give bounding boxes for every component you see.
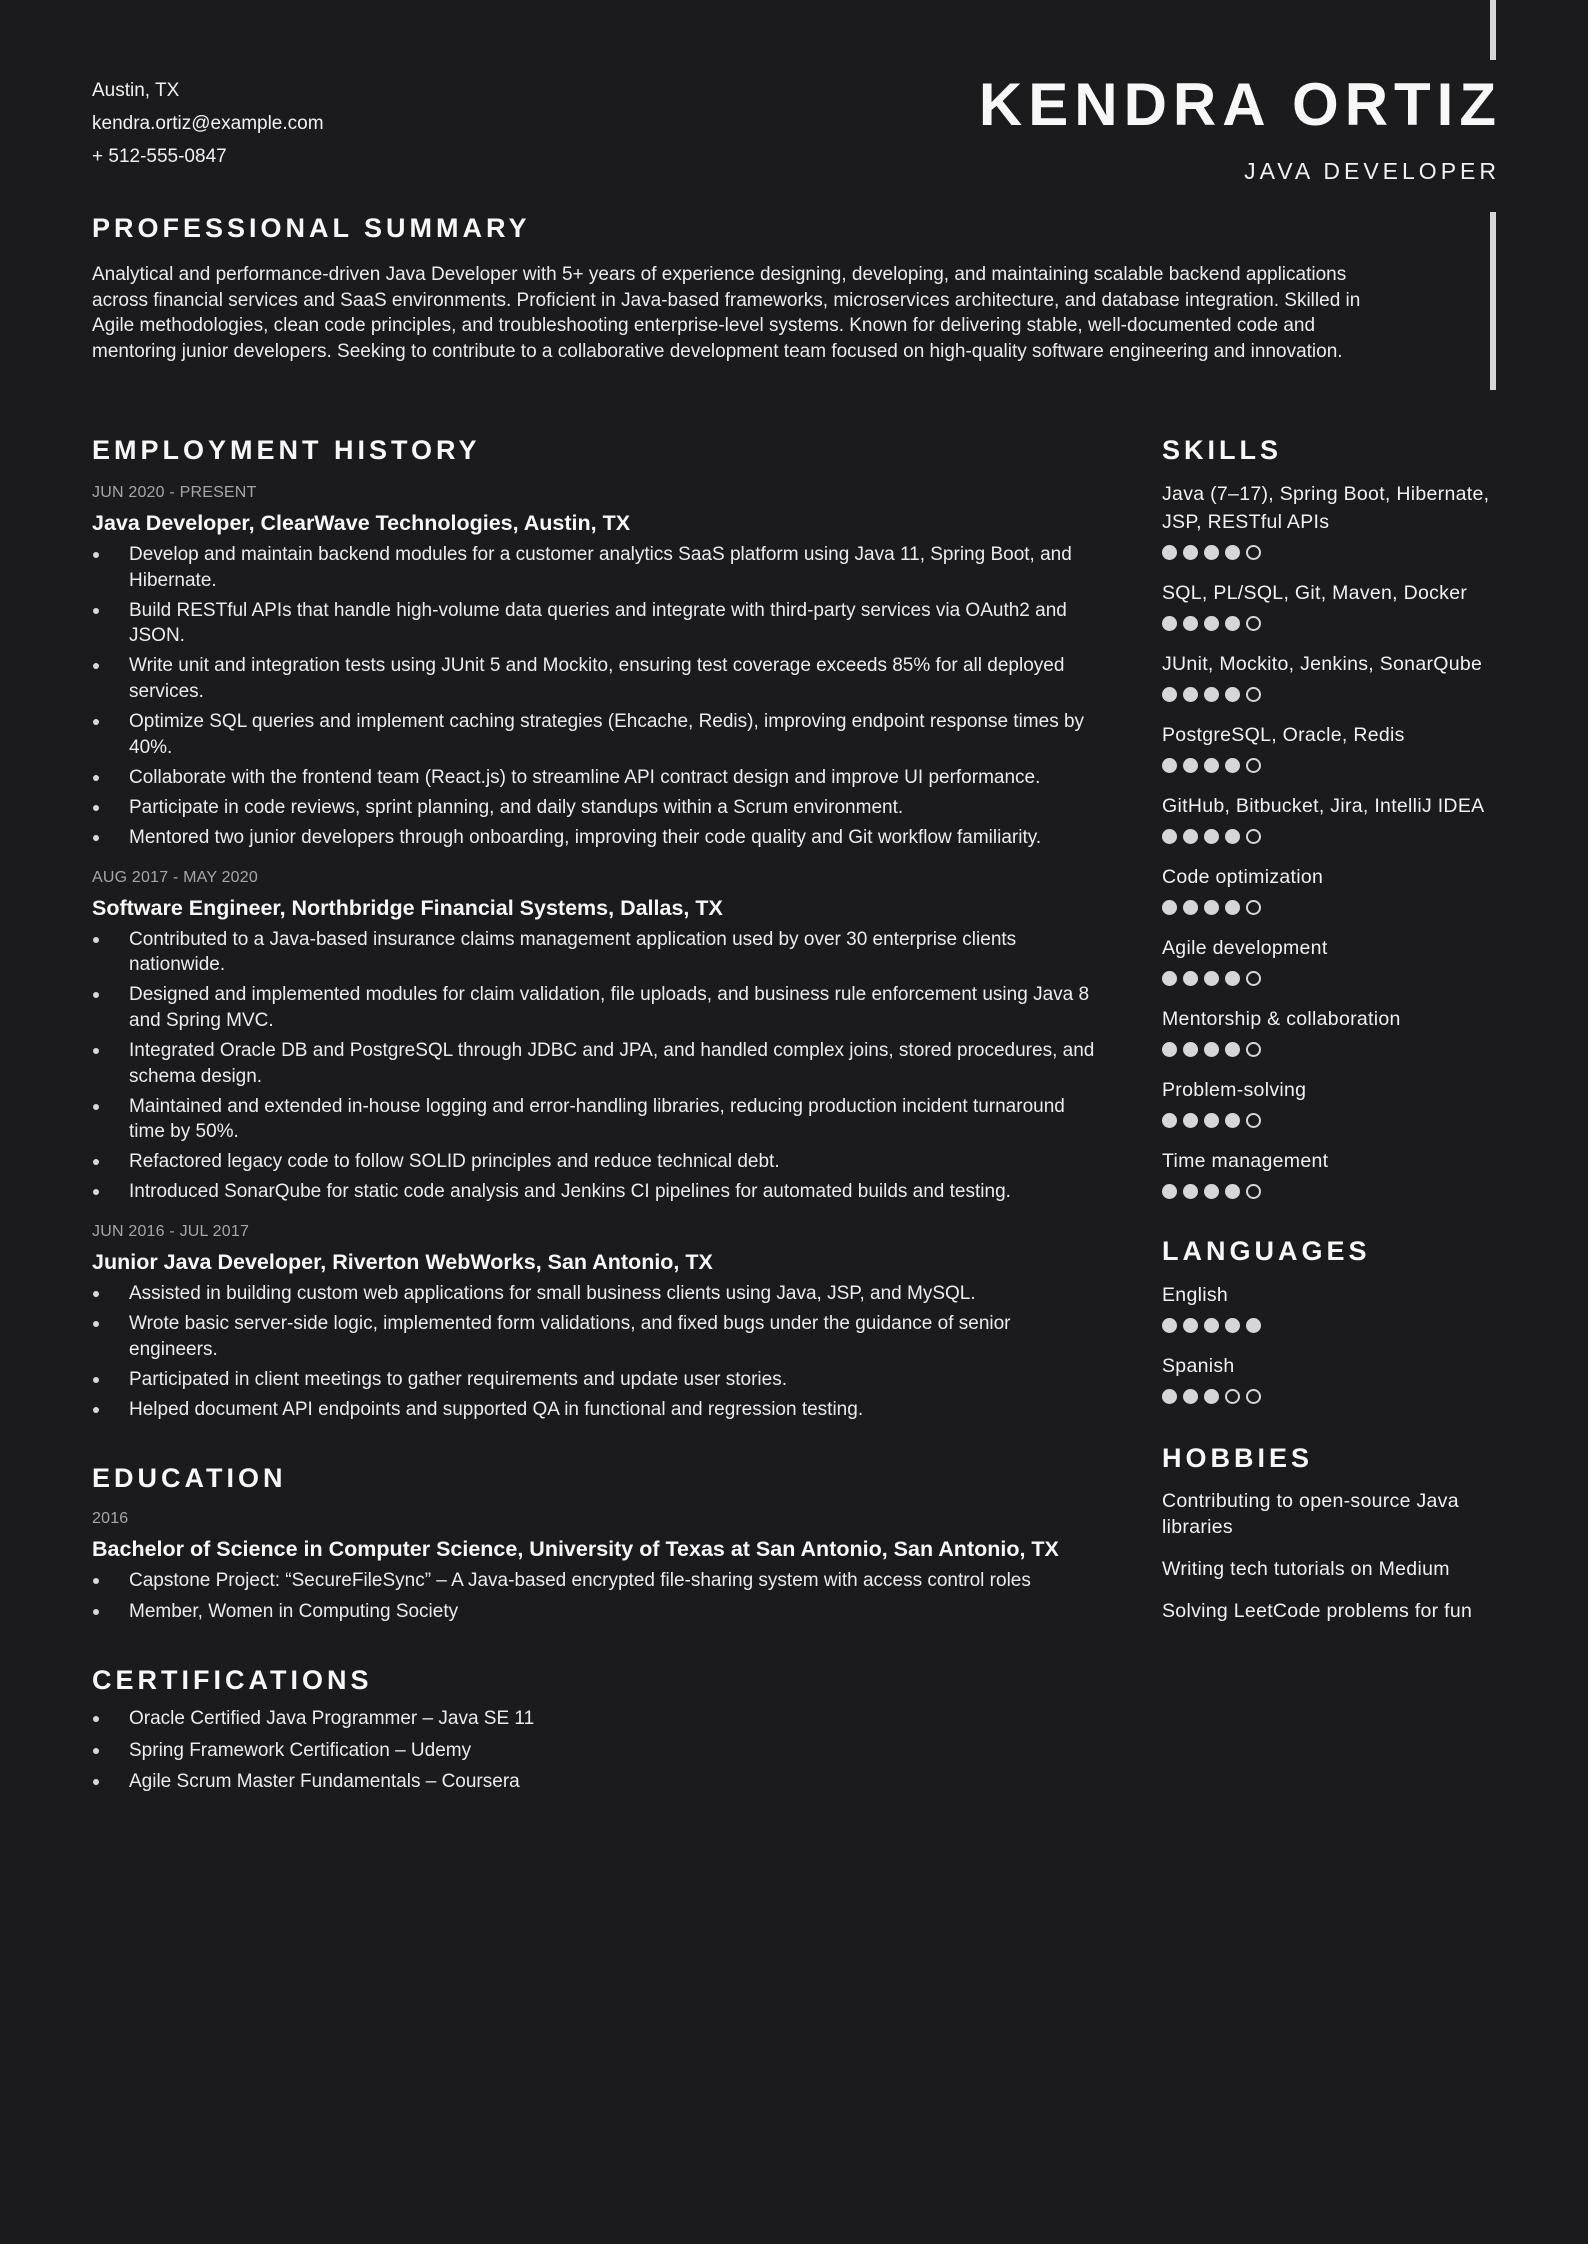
filled-dot-icon [1225, 829, 1240, 844]
rating-dots [1162, 1112, 1502, 1128]
filled-dot-icon [1183, 1184, 1198, 1199]
skills-section [1162, 434, 1502, 1199]
filled-dot-icon [1225, 1184, 1240, 1199]
empty-dot-icon [1246, 545, 1261, 560]
bullet-icon [93, 1321, 99, 1327]
rating-dots [1162, 970, 1502, 986]
hobbies-list [1162, 1488, 1502, 1624]
job-bullet-text: Develop and maintain backend modules for a customer analytics SaaS platform using Java 11, Spring Boot, and Hibernate. [129, 544, 1072, 591]
bullet-icon [93, 805, 99, 811]
skill-item [1162, 579, 1502, 631]
rating-dots [1162, 615, 1502, 631]
filled-dot-icon [1225, 545, 1240, 560]
languages-section [1162, 1235, 1502, 1404]
bullet-icon [93, 1189, 99, 1195]
job-bullet-text: Optimize SQL queries and implement caching strategies (Ehcache, Redis), improving endpoint response times by 40%. [129, 711, 1085, 758]
section-heading-certifications: CERTIFICATIONS [92, 1665, 373, 1696]
skill-item [1162, 480, 1502, 560]
job-bullet-text: Maintained and extended in-house logging and error-handling libraries, reducing production incident turnaround time by 50%. [129, 1095, 1065, 1143]
job-bullet [92, 1094, 1102, 1145]
education-bullet-text: Member, Women in Computing Society [129, 1600, 459, 1622]
filled-dot-icon [1204, 971, 1219, 986]
filled-dot-icon [1183, 616, 1198, 631]
job-role: Java Developer, ClearWave Technologies, Austin, TX [92, 511, 631, 535]
job-bullet-text: Introduced SonarQube for static code analysis and Jenkins CI pipelines for automated builds and testing. [129, 1181, 1011, 1203]
job-bullet-text: Assisted in building custom web applications for small business clients using Java, JSP, and MySQL. [129, 1282, 976, 1304]
education-degree: Bachelor of Science in Computer Science, University of Texas at San Antonio, San Antonio, TX [92, 1537, 1059, 1562]
job-list [92, 482, 1102, 1422]
job-role: Software Engineer, Northbridge Financial Systems, Dallas, TX [92, 895, 723, 920]
contact-email[interactable]: kendra.ortiz@example.com [92, 113, 324, 134]
accent-bar-top [1490, 0, 1496, 60]
bullet-icon [93, 663, 99, 669]
education-date: 2016 [92, 1510, 129, 1528]
job-bullet [92, 1281, 1102, 1307]
name-block [978, 70, 1502, 185]
filled-dot-icon [1162, 971, 1177, 986]
certification-item-text: Agile Scrum Master Fundamentals – Coursera [129, 1771, 520, 1793]
skill-item [1162, 1076, 1502, 1128]
skill-item [1162, 934, 1502, 986]
filled-dot-icon [1225, 687, 1240, 702]
contact-location: Austin, TX [92, 80, 180, 101]
job-bullet [92, 1367, 1102, 1393]
job-bullet [92, 982, 1102, 1033]
skill-item [1162, 1005, 1502, 1057]
certification-item-text: Spring Framework Certification – Udemy [129, 1739, 472, 1761]
filled-dot-icon [1204, 758, 1219, 773]
job-dates: AUG 2017 - MAY 2020 [92, 868, 258, 886]
filled-dot-icon [1225, 616, 1240, 631]
contact-phone[interactable]: + 512-555-0847 [92, 146, 227, 167]
filled-dot-icon [1162, 545, 1177, 560]
filled-dot-icon [1204, 1042, 1219, 1057]
bullet-icon [93, 992, 99, 998]
filled-dot-icon [1183, 1042, 1198, 1057]
filled-dot-icon [1162, 758, 1177, 773]
rating-dots [1162, 544, 1502, 560]
filled-dot-icon [1225, 971, 1240, 986]
bullet-icon [93, 775, 99, 781]
job-bullet [92, 598, 1102, 649]
job-bullet-text: Participate in code reviews, sprint planning, and daily standups within a Scrum environment. [129, 796, 904, 818]
job-bullets [92, 1281, 1102, 1422]
job-bullet [92, 542, 1102, 593]
empty-dot-icon [1246, 1389, 1261, 1404]
language-item [1162, 1352, 1502, 1404]
job-bullet-text: Helped document API endpoints and supported QA in functional and regression testing. [129, 1398, 864, 1420]
hobby-item: Writing tech tutorials on Medium [1162, 1558, 1450, 1580]
skill-name: Code optimization [1162, 866, 1324, 888]
bullet-icon [93, 1291, 99, 1297]
filled-dot-icon [1204, 1318, 1219, 1333]
empty-dot-icon [1246, 687, 1261, 702]
employment-section [92, 434, 1102, 1422]
hobby-item: Contributing to open-source Java libraries [1162, 1490, 1459, 1538]
job-bullets [92, 927, 1102, 1205]
filled-dot-icon [1225, 1113, 1240, 1128]
bullet-icon [93, 835, 99, 841]
professional-summary-section [92, 212, 1382, 364]
hobbies-section [1162, 1442, 1502, 1624]
education-bullet-text: Capstone Project: “SecureFileSync” – A Java-based encrypted file-sharing system with access control roles [129, 1570, 1031, 1592]
skill-item [1162, 863, 1502, 915]
skill-item [1162, 792, 1502, 844]
job-bullet [92, 825, 1102, 851]
certification-item [92, 1769, 1102, 1795]
education-bullet [92, 1599, 1102, 1625]
job-bullets [92, 542, 1102, 851]
section-heading-languages: LANGUAGES [1162, 1236, 1371, 1266]
filled-dot-icon [1204, 1113, 1219, 1128]
skill-item [1162, 721, 1502, 773]
empty-dot-icon [1246, 1184, 1261, 1199]
sidebar-column [1162, 434, 1502, 1640]
filled-dot-icon [1183, 1389, 1198, 1404]
candidate-name: KENDRA ORTIZ [978, 71, 1502, 138]
candidate-title: JAVA DEVELOPER [1244, 158, 1500, 184]
bullet-icon [93, 1377, 99, 1383]
accent-bar-summary [1490, 212, 1496, 390]
filled-dot-icon [1162, 1389, 1177, 1404]
filled-dot-icon [1204, 1184, 1219, 1199]
filled-dot-icon [1183, 687, 1198, 702]
section-heading-summary: PROFESSIONAL SUMMARY [92, 213, 531, 243]
empty-dot-icon [1246, 758, 1261, 773]
skill-item [1162, 650, 1502, 702]
filled-dot-icon [1162, 1318, 1177, 1333]
filled-dot-icon [1183, 1318, 1198, 1333]
filled-dot-icon [1204, 687, 1219, 702]
skill-name: JUnit, Mockito, Jenkins, SonarQube [1162, 653, 1483, 675]
job-entry [92, 482, 1102, 851]
job-bullet [92, 765, 1102, 791]
skill-name: PostgreSQL, Oracle, Redis [1162, 724, 1405, 746]
filled-dot-icon [1225, 758, 1240, 773]
filled-dot-icon [1183, 545, 1198, 560]
job-bullet-text: Integrated Oracle DB and PostgreSQL through JDBC and JPA, and handled complex joins, stored procedures, and schema design. [129, 1039, 1095, 1087]
job-dates: JUN 2020 - PRESENT [92, 484, 257, 501]
bullet-icon [93, 1609, 99, 1615]
job-bullet-text: Wrote basic server-side logic, implemented form validations, and fixed bugs under the guidance of senior engineers. [129, 1313, 1011, 1360]
job-bullet [92, 1311, 1102, 1362]
hobby-item: Solving LeetCode problems for fun [1162, 1600, 1473, 1622]
empty-dot-icon [1246, 971, 1261, 986]
job-bullet-text: Refactored legacy code to follow SOLID principles and reduce technical debt. [129, 1151, 780, 1173]
job-bullet [92, 1179, 1102, 1205]
section-heading-education: EDUCATION [92, 1463, 287, 1494]
empty-dot-icon [1225, 1389, 1240, 1404]
rating-dots [1162, 1041, 1502, 1057]
bullet-icon [93, 1407, 99, 1413]
certifications-section [92, 1664, 1102, 1795]
filled-dot-icon [1162, 1113, 1177, 1128]
filled-dot-icon [1162, 900, 1177, 915]
filled-dot-icon [1162, 616, 1177, 631]
rating-dots [1162, 899, 1502, 915]
job-dates: JUN 2016 - JUL 2017 [92, 1222, 250, 1240]
job-bullet [92, 927, 1102, 978]
skill-name: Mentorship & collaboration [1162, 1008, 1401, 1030]
skills-list [1162, 480, 1502, 1199]
rating-dots [1162, 757, 1502, 773]
empty-dot-icon [1246, 829, 1261, 844]
filled-dot-icon [1183, 758, 1198, 773]
job-bullet-text: Participated in client meetings to gather requirements and update user stories. [129, 1368, 787, 1390]
empty-dot-icon [1246, 1042, 1261, 1057]
education-section [92, 1462, 1102, 1624]
job-bullet [92, 1038, 1102, 1089]
certification-item-text: Oracle Certified Java Programmer – Java SE 11 [129, 1708, 535, 1730]
filled-dot-icon [1246, 1318, 1261, 1333]
language-item [1162, 1281, 1502, 1333]
job-bullet-text: Write unit and integration tests using JUnit 5 and Mockito, ensuring test coverage exceeds 85% for all deployed services. [129, 655, 1065, 702]
rating-dots [1162, 1317, 1502, 1333]
job-bullet [92, 653, 1102, 704]
filled-dot-icon [1162, 1042, 1177, 1057]
bullet-icon [93, 608, 99, 614]
certification-list [92, 1706, 1102, 1795]
language-name: Spanish [1162, 1355, 1235, 1377]
skill-name: Time management [1162, 1150, 1329, 1172]
empty-dot-icon [1246, 616, 1261, 631]
filled-dot-icon [1162, 829, 1177, 844]
job-role: Junior Java Developer, Riverton WebWorks, San Antonio, TX [92, 1249, 713, 1274]
skill-name: Agile development [1162, 937, 1328, 959]
job-bullet [92, 1397, 1102, 1423]
bullet-icon [93, 1779, 99, 1785]
filled-dot-icon [1204, 616, 1219, 631]
skill-name: Java (7–17), Spring Boot, Hibernate, JSP, RESTful APIs [1162, 483, 1490, 533]
education-bullet [92, 1568, 1102, 1594]
bullet-icon [93, 937, 99, 943]
job-entry [92, 867, 1102, 1205]
filled-dot-icon [1183, 1113, 1198, 1128]
section-heading-employment: EMPLOYMENT HISTORY [92, 435, 481, 465]
rating-dots [1162, 1183, 1502, 1199]
skill-item [1162, 1147, 1502, 1199]
filled-dot-icon [1225, 900, 1240, 915]
bullet-icon [93, 1716, 99, 1722]
filled-dot-icon [1162, 687, 1177, 702]
language-name: English [1162, 1284, 1229, 1306]
filled-dot-icon [1183, 900, 1198, 915]
languages-list [1162, 1281, 1502, 1404]
job-bullet-text: Mentored two junior developers through onboarding, improving their code quality and Git workflow familiarity. [129, 826, 1042, 848]
job-bullet-text: Collaborate with the frontend team (React.js) to streamline API contract design and improve UI performance. [129, 766, 1041, 788]
job-bullet-text: Contributed to a Java-based insurance claims management application used by over 30 enterprise clients nationwide. [129, 928, 1017, 976]
empty-dot-icon [1246, 900, 1261, 915]
bullet-icon [93, 1159, 99, 1165]
filled-dot-icon [1162, 1184, 1177, 1199]
section-heading-skills: SKILLS [1162, 435, 1283, 465]
bullet-icon [93, 719, 99, 725]
job-bullet [92, 709, 1102, 760]
filled-dot-icon [1225, 1042, 1240, 1057]
certification-item [92, 1738, 1102, 1764]
rating-dots [1162, 828, 1502, 844]
rating-dots [1162, 686, 1502, 702]
filled-dot-icon [1225, 1318, 1240, 1333]
filled-dot-icon [1204, 545, 1219, 560]
certification-item [92, 1706, 1102, 1732]
bullet-icon [93, 1104, 99, 1110]
filled-dot-icon [1204, 900, 1219, 915]
job-bullet [92, 1149, 1102, 1175]
skill-name: SQL, PL/SQL, Git, Maven, Docker [1162, 582, 1468, 604]
rating-dots [1162, 1388, 1502, 1404]
empty-dot-icon [1246, 1113, 1261, 1128]
filled-dot-icon [1183, 971, 1198, 986]
skill-name: GitHub, Bitbucket, Jira, IntelliJ IDEA [1162, 795, 1485, 817]
job-bullet-text: Build RESTful APIs that handle high-volume data queries and integrate with third-party services via OAuth2 and JSON. [129, 599, 1067, 647]
bullet-icon [93, 1048, 99, 1054]
bullet-icon [93, 1748, 99, 1754]
skill-name: Problem-solving [1162, 1079, 1307, 1101]
section-heading-hobbies: HOBBIES [1162, 1443, 1314, 1473]
filled-dot-icon [1204, 1389, 1219, 1404]
job-bullet [92, 795, 1102, 821]
job-bullet-text: Designed and implemented modules for claim validation, file uploads, and business rule enforcement using Java 8 and Spring MVC. [129, 984, 1090, 1031]
filled-dot-icon [1183, 829, 1198, 844]
main-column [92, 434, 1102, 1801]
bullet-icon [93, 1578, 99, 1584]
summary-text: Analytical and performance-driven Java Developer with 5+ years of experience designing, developing, and maintaining scalable backend applications across financial services and SaaS environments. Proficient in Java-based frameworks, microservices architecture, and database integration. Skilled in Agile methodologies, clean code principles, and troubleshooting enterprise-level systems. Known for delivering stable, well-documented code and mentoring junior developers. Seeking to contribute to a collaborative development team focused on high-quality software engineering and innovation. [92, 264, 1361, 362]
filled-dot-icon [1204, 829, 1219, 844]
education-bullets [92, 1568, 1102, 1624]
bullet-icon [93, 552, 99, 558]
job-entry [92, 1221, 1102, 1422]
contact-info [92, 74, 324, 173]
